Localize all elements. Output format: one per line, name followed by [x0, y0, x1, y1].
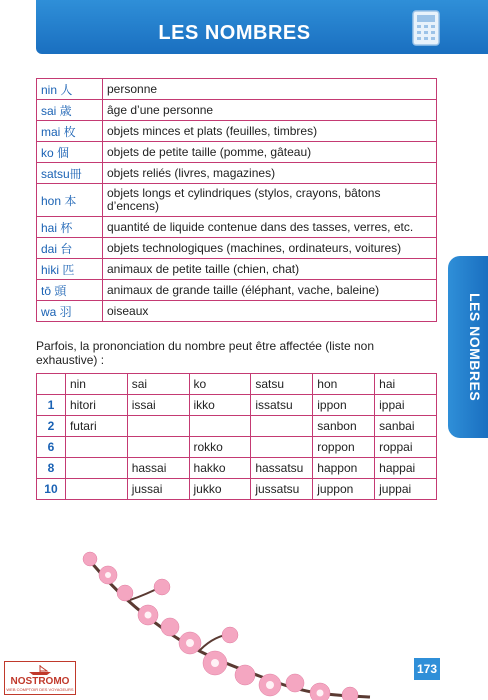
- logo-tagline: WEB COMPTOIR DES VOYAGEURS: [6, 687, 74, 692]
- vocab-row: [37, 238, 437, 259]
- pronunciation-cell: issai: [127, 395, 189, 416]
- pronunciation-cell: [251, 416, 313, 437]
- pronunciation-cell: [65, 479, 127, 500]
- vocab-row: [37, 184, 437, 217]
- pronunciation-number: 8: [37, 458, 66, 479]
- nostromo-logo: [4, 661, 76, 695]
- vocab-definition: objets longs et cylindriques (stylos, crayons, bâtons d’encens): [103, 184, 437, 217]
- pronunciation-number: 6: [37, 437, 66, 458]
- vocab-term: mai 枚: [37, 121, 103, 142]
- pronunciation-cell: ippai: [375, 395, 437, 416]
- vocab-term: wa 羽: [37, 301, 103, 322]
- logo-name: NOSTROMO: [10, 676, 70, 687]
- pronunciation-number: 2: [37, 416, 66, 437]
- vocab-term: hai 杯: [37, 217, 103, 238]
- pronunciation-cell: [127, 416, 189, 437]
- pronunciation-cell: rokko: [189, 437, 251, 458]
- pronunciation-header-cell: ko: [189, 374, 251, 395]
- pronunciation-cell: [189, 416, 251, 437]
- pronunciation-cell: hassatsu: [251, 458, 313, 479]
- vocab-term: ko 個: [37, 142, 103, 163]
- pronunciation-header-cell: nin: [65, 374, 127, 395]
- vocab-definition: personne: [103, 79, 437, 100]
- cherry-blossom-illustration: [70, 545, 390, 700]
- pronunciation-cell: hakko: [189, 458, 251, 479]
- vocab-row: [37, 79, 437, 100]
- page-number: 173: [414, 658, 440, 680]
- pronunciation-cell: roppai: [375, 437, 437, 458]
- pronunciation-cell: roppon: [313, 437, 375, 458]
- vocab-term: tō 頭: [37, 280, 103, 301]
- pronunciation-table: [36, 373, 437, 500]
- vocab-term: nin 人: [37, 79, 103, 100]
- pronunciation-number: 1: [37, 395, 66, 416]
- pronunciation-number: 10: [37, 479, 66, 500]
- vocab-definition: objets technologiques (machines, ordinateurs, voitures): [103, 238, 437, 259]
- pronunciation-row: [37, 395, 437, 416]
- vocab-definition: âge d’une personne: [103, 100, 437, 121]
- pronunciation-cell: futari: [65, 416, 127, 437]
- vocab-row: [37, 142, 437, 163]
- pronunciation-header-row: [37, 374, 437, 395]
- vocab-definition: objets reliés (livres, magazines): [103, 163, 437, 184]
- pronunciation-cell: [251, 437, 313, 458]
- pronunciation-cell: happai: [375, 458, 437, 479]
- pronunciation-cell: issatsu: [251, 395, 313, 416]
- vocab-definition: animaux de petite taille (chien, chat): [103, 259, 437, 280]
- pronunciation-cell: sanbon: [313, 416, 375, 437]
- vocab-table: [36, 78, 437, 322]
- vocab-row: [37, 163, 437, 184]
- pronunciation-row: [37, 437, 437, 458]
- pronunciation-cell: hassai: [127, 458, 189, 479]
- pronunciation-cell: jussai: [127, 479, 189, 500]
- pronunciation-cell: [65, 437, 127, 458]
- pronunciation-cell: [127, 437, 189, 458]
- header-banner: [36, 0, 488, 54]
- pronunciation-cell: jukko: [189, 479, 251, 500]
- vocab-row: [37, 217, 437, 238]
- pronunciation-header-cell: hai: [375, 374, 437, 395]
- vocab-row: [37, 280, 437, 301]
- vocab-definition: objets minces et plats (feuilles, timbres): [103, 121, 437, 142]
- pronunciation-cell: happon: [313, 458, 375, 479]
- pronunciation-cell: ippon: [313, 395, 375, 416]
- vocab-definition: quantité de liquide contenue dans des tasses, verres, etc.: [103, 217, 437, 238]
- vocab-term: dai 台: [37, 238, 103, 259]
- pronunciation-row: [37, 479, 437, 500]
- vocab-row: [37, 121, 437, 142]
- ship-icon: [27, 664, 53, 676]
- side-tab-label: LES NOMBRES: [467, 292, 483, 402]
- pronunciation-row: [37, 416, 437, 437]
- vocab-term: hon 本: [37, 184, 103, 217]
- vocab-term: sai 歳: [37, 100, 103, 121]
- pronunciation-cell: jussatsu: [251, 479, 313, 500]
- pronunciation-cell: ikko: [189, 395, 251, 416]
- pronunciation-note: Parfois, la prononciation du nombre peut être affectée (liste non exhaustive) :: [36, 339, 374, 367]
- vocab-definition: animaux de grande taille (éléphant, vache, baleine): [103, 280, 437, 301]
- vocab-term: satsu冊: [37, 163, 103, 184]
- vocab-row: [37, 100, 437, 121]
- pronunciation-cell: sanbai: [375, 416, 437, 437]
- vocab-row: [37, 259, 437, 280]
- pronunciation-cell: hitori: [65, 395, 127, 416]
- vocab-term: hiki 匹: [37, 259, 103, 280]
- pronunciation-cell: juppai: [375, 479, 437, 500]
- vocab-definition: objets de petite taille (pomme, gâteau): [103, 142, 437, 163]
- pronunciation-header-cell: sai: [127, 374, 189, 395]
- pronunciation-header-cell: satsu: [251, 374, 313, 395]
- vocab-definition: oiseaux: [103, 301, 437, 322]
- calculator-icon: [412, 10, 440, 46]
- pronunciation-row: [37, 458, 437, 479]
- pronunciation-header-cell: hon: [313, 374, 375, 395]
- pronunciation-header-cell: [37, 374, 66, 395]
- page-title: LES NOMBRES: [158, 22, 311, 44]
- pronunciation-cell: [65, 458, 127, 479]
- pronunciation-cell: juppon: [313, 479, 375, 500]
- vocab-row: [37, 301, 437, 322]
